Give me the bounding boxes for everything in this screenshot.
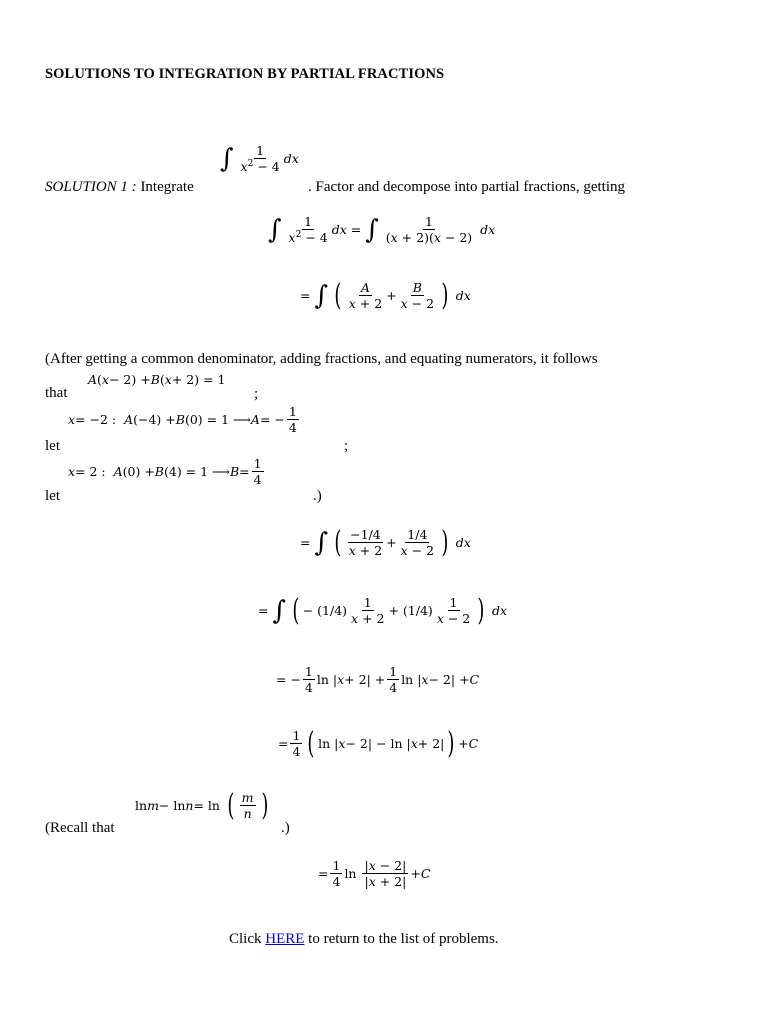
- formula-step-3: = ∫ ( $\frac{-1/4}{x + 2}$ + $\frac{1/4}{x - 2}$ ) dx: [300, 524, 471, 560]
- semicolon-1: ;: [254, 386, 259, 402]
- let-word-2: let: [45, 488, 60, 504]
- formula-final-answer: = $\frac{1}{4}$ ln $\frac{|x - 2|}{|x + 2|}$ + C: [318, 858, 431, 889]
- click-word: Click: [229, 931, 262, 947]
- formula-decomposition-1: ∫ $\frac{1}{x^2 - 4}$ dx = ∫ $\frac{1}{(x + 2)(x - 2)}$ dx: [268, 214, 496, 246]
- return-text: to return to the list of problems.: [308, 931, 499, 947]
- formula-step-5: = − $\frac{1}{4}$ ln | x + 2| + $\frac{1}{4}$ ln | x − 2| + C: [276, 664, 480, 695]
- formula-integral-problem: ∫ $\frac{1}{x^2 - 4}$ dx: [220, 143, 299, 175]
- return-line: [229, 931, 499, 948]
- formula-log-rule: ln m − ln n = ln ( $\frac{m}{n}$ ): [135, 787, 268, 823]
- after-text: (After getting a common denominator, adding fractions, and equating numerators, it follows: [45, 351, 598, 367]
- formula-step-4: = ∫ ( − (1/4) $\frac{1}{x + 2}$ + (1/4) $\frac{1}{x - 2}$ ) dx: [258, 592, 508, 628]
- close-paren-2: .): [281, 820, 290, 836]
- that-word: that: [45, 385, 68, 401]
- formula-let-x-minus-2: x = −2 : A (−4) + B (0) = 1 ⟶ A = − $\frac{1}{4}$: [68, 404, 297, 435]
- formula-numerator-equation: A ( x − 2) + B ( x + 2) = 1: [88, 372, 226, 387]
- formula-decomposition-2: = ∫ ( $\frac{A}{x + 2}$ + $\frac{B}{x - 2}$ ) dx: [300, 277, 471, 313]
- page-title: SOLUTIONS TO INTEGRATION BY PARTIAL FRACTIONS: [45, 66, 445, 82]
- close-paren-1: .): [313, 488, 322, 504]
- factor-text: . Factor and decompose into partial fractions, getting: [308, 179, 625, 195]
- formula-let-x-2: x = 2 : A (0) + B (4) = 1 ⟶ B = $\frac{1}{4}$: [68, 456, 262, 487]
- formula-step-6: = $\frac{1}{4}$ ( ln | x − 2| − ln | x + 2| ) + C: [278, 725, 479, 761]
- solution-label: [45, 179, 194, 196]
- let-word-1: let: [45, 438, 60, 454]
- semicolon-2: ;: [344, 438, 349, 454]
- here-link[interactable]: HERE: [265, 931, 305, 947]
- solution-label-text: SOLUTION 1 :: [45, 179, 137, 195]
- integrate-word: Integrate: [140, 179, 194, 195]
- recall-text: (Recall that: [45, 820, 115, 836]
